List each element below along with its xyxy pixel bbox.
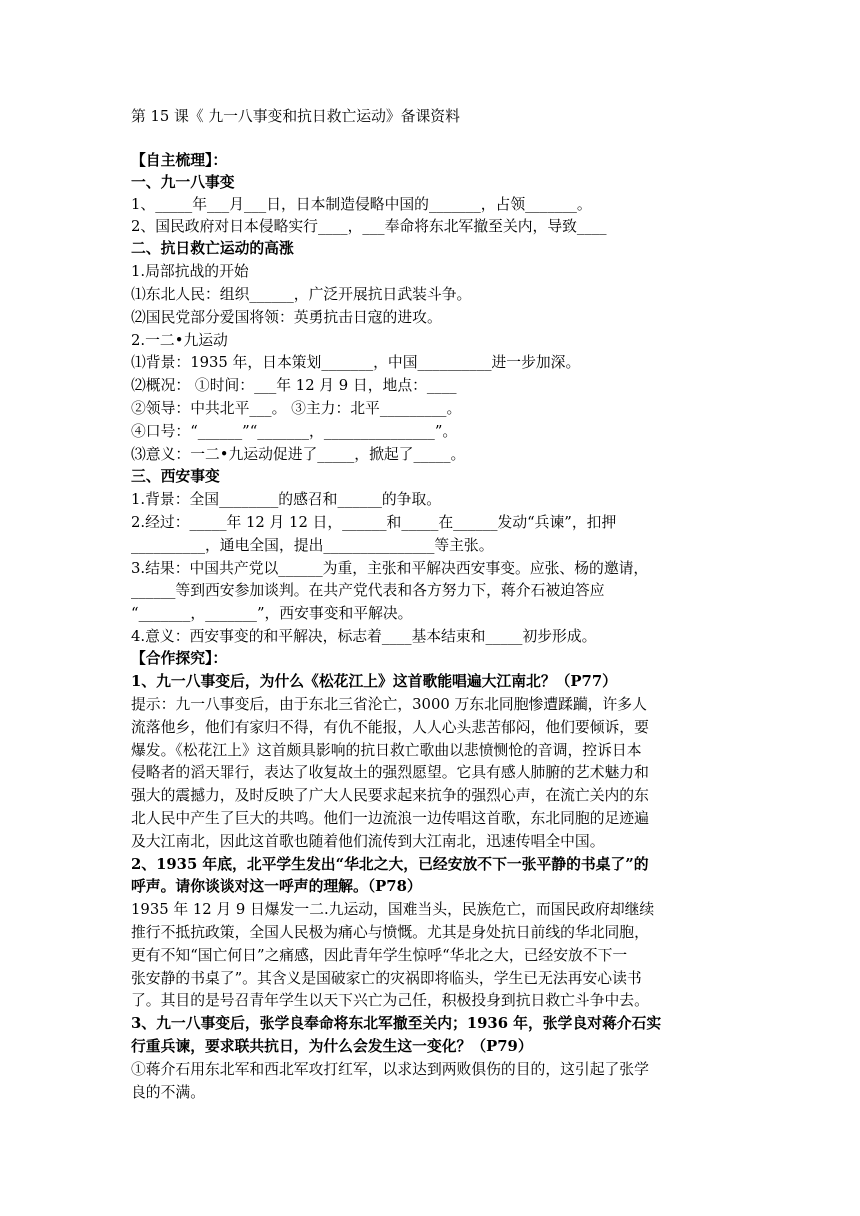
answer-line: 1935 年 12 月 9 日爆发一二.九运动，国难当头，民族危亡，而国民政府却继续: [131, 901, 655, 918]
document-title: 第 15 课《 九一八事变和抗日救亡运动》备课资料: [131, 108, 460, 125]
fill-blank-line: ⑵概况： ①时间：___年 12 月 9 日，地点：____: [131, 377, 457, 394]
heading-xian-incident: 三、西安事变: [131, 468, 220, 485]
fill-blank-line: 2、国民政府对日本侵略实行____，___奉命将东北军撤至关内，导致____: [131, 218, 607, 235]
fill-blank-line: 4.意义：西安事变的和平解决，标志着____基本结束和_____初步形成。: [131, 628, 597, 645]
answer-line: 及大江南北，因此这首歌也随着他们流传到大江南北，迅速传唱全中国。: [131, 833, 605, 850]
fill-blank-line: “_______，_______”，西安事变和平解决。: [131, 605, 413, 622]
answer-line: 北人民中产生了巨大的共鸣。他们一边流浪一边传唱这首歌，东北同胞的足迹遍: [131, 810, 649, 827]
heading-918-incident: 一、九一八事变: [131, 174, 235, 191]
question-2: 2、1935 年底，北平学生发出“华北之大，已经安放不下一张平静的书桌了”的: [131, 856, 649, 873]
fill-blank-line: 1.背景：全国________的感召和______的争取。: [131, 491, 442, 508]
answer-line: ①蒋介石用东北军和西北军攻打红军，以求达到两败俱伤的目的，这引起了张学: [131, 1061, 649, 1078]
fill-blank-line: 2.经过：_____年 12 月 12 日，______和_____在______发动“兵谏”，扣押: [131, 514, 617, 531]
answer-line: 更有不知“国亡何日”之痛感，因此青年学生惊呼“华北之大，已经安放不下一: [131, 947, 628, 964]
answer-line: 爆发。《松花江上》这首颇具影响的抗日救亡歌曲以悲愤恻怆的音调，控诉日本: [131, 742, 642, 759]
fill-blank-line: 1、_____年___月___日，日本制造侵略中国的_______，占领_______。: [131, 196, 592, 213]
fill-blank-line: ______等到西安参加谈判。在共产党代表和各方努力下，蒋介石被迫答应: [131, 582, 605, 599]
heading-anti-japanese-movement: 二、抗日救亡运动的高涨: [131, 240, 294, 257]
section-heading-cooperative: 【合作探究】：: [131, 650, 228, 667]
fill-blank-line: __________，通电全国，提出_______________等主张。: [131, 537, 494, 554]
fill-blank-line: 3.结果：中国共产党以______为重，主张和平解决西安事变。应张、杨的邀请，: [131, 560, 649, 577]
fill-blank-line: ⑶意义：一二•九运动促进了_____，掀起了_____。: [131, 446, 466, 463]
fill-blank-line: ②领导：中共北平___。 ③主力：北平_________。: [131, 400, 462, 417]
question-3: 3、九一八事变后，张学良奉命将东北军撤至关内；1936 年，张学良对蒋介石实: [131, 1015, 662, 1032]
fill-blank-line: ⑴东北人民：组织______，广泛开展抗日武装斗争。: [131, 286, 472, 303]
answer-line: 推行不抵抗政策，全国人民极为痛心与愤慨。尤其是身处抗日前线的华北同胞，: [131, 924, 649, 941]
body-line: 2.一二•九运动: [131, 332, 228, 349]
answer-line: 强大的震撼力，及时反映了广大人民要求起来抗争的强烈心声，在流亡关内的东: [131, 787, 649, 804]
answer-line: 侵略者的滔天罪行，表达了收复故土的强烈愿望。它具有感人肺腑的艺术魅力和: [131, 764, 649, 781]
section-heading-self-study: 【自主梳理】：: [131, 152, 228, 169]
answer-line: 张安静的书桌了”。其含义是国破家亡的灾祸即将临头，学生已无法再安心读书: [131, 970, 642, 987]
question-1: 1、九一八事变后，为什么《松花江上》这首歌能唱遍大江南北？（P77）: [131, 673, 617, 690]
question-3-cont: 行重兵谏，要求联共抗日，为什么会发生这一变化？（P79）: [131, 1038, 533, 1055]
answer-line: 提示：九一八事变后，由于东北三省沦亡，3000 万东北同胞惨遭蹂躏，许多人: [131, 696, 647, 713]
fill-blank-line: ⑴背景：1935 年，日本策划_______，中国__________进一步加深。: [131, 354, 581, 371]
answer-line: 良的不满。: [131, 1084, 205, 1101]
question-2-cont: 呼声。请你谈谈对这一呼声的理解。（P78）: [131, 878, 422, 895]
body-line: ⑵国民党部分爱国将领：英勇抗击日寇的进攻。: [131, 309, 442, 326]
body-line: 1.局部抗战的开始: [131, 263, 249, 280]
answer-line: 了。其目的是号召青年学生以天下兴亡为己任，积极投身到抗日救亡斗争中去。: [131, 992, 649, 1009]
fill-blank-line: ④口号：“______”“_______，_______________”。: [131, 423, 458, 440]
answer-line: 流落他乡，他们有家归不得，有仇不能报，人人心头悲苦郁闷，他们要倾诉，要: [131, 719, 649, 736]
